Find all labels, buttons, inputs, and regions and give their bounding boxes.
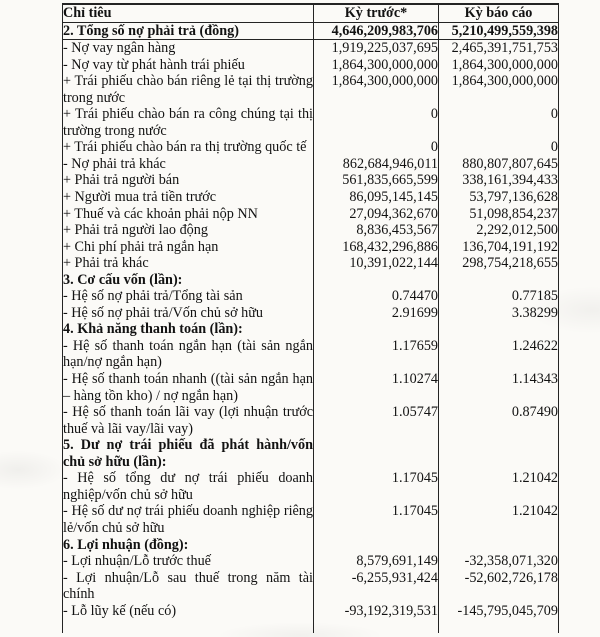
reporting-period-value-cell: 2,465,391,751,753 <box>439 40 559 57</box>
row-label-cell: 5. Dư nợ trái phiếu đã phát hành/vốn chủ sở hữu (lần): <box>63 437 313 470</box>
previous-period-value-cell: 1.10274 <box>314 371 439 404</box>
row-label-cell: 2. Tổng số nợ phải trả (đồng) <box>63 22 314 40</box>
previous-period-value-cell: -6,255,931,424 <box>314 570 439 603</box>
reporting-period-value-cell: 51,098,854,237 <box>439 206 559 223</box>
header-row <box>63 4 559 22</box>
row-label-cell: - Hệ số dư nợ trái phiếu doanh nghiệp riêng lẻ/vốn chủ sở hữu <box>63 503 313 536</box>
previous-period-value-cell: 10,391,022,144 <box>314 255 439 272</box>
reporting-period-value-cell: 338,161,394,433 <box>439 172 559 189</box>
reporting-period-value-cell: 1.21042 <box>439 503 559 536</box>
previous-period-value-cell <box>314 272 439 289</box>
table-row <box>63 40 559 57</box>
table-row <box>63 305 559 322</box>
reporting-period-value-cell: 3.38299 <box>439 305 559 322</box>
table-row <box>63 73 559 106</box>
row-label-cell: + Trái phiếu chào bán riêng lẻ tại thị trường trong nước <box>63 73 313 106</box>
reporting-period-value-cell <box>439 537 559 554</box>
table-row <box>63 255 559 272</box>
previous-period-value-cell <box>314 321 439 338</box>
clipped-curr-cell <box>439 619 559 633</box>
previous-period-value-cell: 0 <box>314 139 439 156</box>
reporting-period-value-cell: 880,807,807,645 <box>439 156 559 173</box>
previous-period-value-cell: 8,579,691,149 <box>314 553 439 570</box>
row-label-cell: - Lỗ lũy kế (nếu có) <box>63 603 314 620</box>
row-label-cell: - Lợi nhuận/Lỗ trước thuế <box>63 553 314 570</box>
reporting-period-value-cell: 2,292,012,500 <box>439 222 559 239</box>
previous-period-value-cell: 561,835,665,599 <box>314 172 439 189</box>
row-label-cell: - Hệ số nợ phải trả/Tổng tài sản <box>63 288 314 305</box>
previous-period-value-cell: 27,094,362,670 <box>314 206 439 223</box>
section-header-row <box>63 437 559 470</box>
previous-period-value-cell: -93,192,319,531 <box>314 603 439 620</box>
reporting-period-value-cell: 53,797,136,628 <box>439 189 559 206</box>
table-row <box>63 371 559 404</box>
financial-ratios-table <box>62 3 559 633</box>
clipped-label-cell <box>63 619 314 633</box>
table-row <box>63 172 559 189</box>
reporting-period-value-cell: 298,754,218,655 <box>439 255 559 272</box>
table-body <box>63 22 559 619</box>
row-label-cell: - Nợ vay từ phát hành trái phiếu <box>63 57 314 74</box>
row-label-cell: - Hệ số nợ phải trả/Vốn chủ sở hữu <box>63 305 314 322</box>
row-label-cell: - Lợi nhuận/Lỗ sau thuế trong năm tài chính <box>63 569 313 603</box>
row-label-cell: + Người mua trả tiền trước <box>63 189 314 206</box>
row-label-cell: - Hệ số thanh toán ngắn hạn (tài sản ngắn hạn/nợ ngắn hạn) <box>63 337 313 371</box>
reporting-period-value-cell: 0.87490 <box>439 404 559 437</box>
section-header-row <box>63 321 559 338</box>
previous-period-value-cell: 0.74470 <box>314 288 439 305</box>
row-label-cell: - Hệ số thanh toán nhanh ((tài sản ngắn hạn – hàng tồn kho) / nợ ngắn hạn) <box>63 371 313 404</box>
previous-period-value-cell: 1.05747 <box>314 404 439 437</box>
row-label-cell: + Phải trả khác <box>63 255 314 272</box>
table-cutoff-spacer <box>63 619 559 633</box>
table-row <box>63 239 559 256</box>
table-row <box>63 139 559 156</box>
previous-period-value-cell: 86,095,145,145 <box>314 189 439 206</box>
clipped-partial-row <box>63 619 559 633</box>
table-row <box>63 570 559 603</box>
previous-period-value-cell: 1,864,300,000,000 <box>314 57 439 74</box>
table-row <box>63 288 559 305</box>
row-label-cell: + Chi phí phải trả ngắn hạn <box>63 239 314 256</box>
previous-period-value-cell: 2.91699 <box>314 305 439 322</box>
previous-period-value-cell: 4,646,209,983,706 <box>314 22 439 40</box>
reporting-period-value-cell: 1,864,300,000,000 <box>439 73 559 106</box>
previous-period-value-cell: 8,836,453,567 <box>314 222 439 239</box>
row-label-cell: - Nợ phải trả khác <box>63 156 314 173</box>
reporting-period-value-cell: 1.14343 <box>439 371 559 404</box>
reporting-period-value-cell: -145,795,045,709 <box>439 603 559 620</box>
table-row <box>63 206 559 223</box>
reporting-period-value-cell: -52,602,726,178 <box>439 570 559 603</box>
previous-period-value-cell: 1.17045 <box>314 470 439 503</box>
row-label-cell: - Hệ số thanh toán lãi vay (lợi nhuận trước thuế và lãi vay/lãi vay) <box>63 404 313 437</box>
row-label-cell: + Phải trả người lao động <box>63 222 314 239</box>
reporting-period-value-cell: 0 <box>439 106 559 139</box>
reporting-period-value-cell: 1.21042 <box>439 470 559 503</box>
row-label-cell: 3. Cơ cấu vốn (lần): <box>63 272 314 289</box>
table-row <box>63 338 559 371</box>
previous-period-value-cell <box>314 537 439 554</box>
row-label-cell: - Nợ vay ngân hàng <box>63 40 314 57</box>
reporting-period-value-cell: 0.77185 <box>439 288 559 305</box>
row-label-cell: 6. Lợi nhuận (đồng): <box>63 537 314 554</box>
table-header <box>63 4 559 22</box>
previous-period-value-cell: 1,919,225,037,695 <box>314 40 439 57</box>
table-row <box>63 470 559 503</box>
row-label-cell: + Thuế và các khoản phải nộp NN <box>63 206 314 223</box>
reporting-period-value-cell: 1,864,300,000,000 <box>439 57 559 74</box>
reporting-period-value-cell <box>439 321 559 338</box>
row-label-cell: 4. Khả năng thanh toán (lần): <box>63 321 314 338</box>
previous-period-value-cell: 168,432,296,886 <box>314 239 439 256</box>
reporting-period-value-cell: 1.24622 <box>439 338 559 371</box>
column-header-previous-period: Kỳ trước* <box>314 4 439 22</box>
row-label-cell: + Trái phiếu chào bán ra công chúng tại thị trường trong nước <box>63 106 313 139</box>
row-label-cell: - Hệ số tổng dư nợ trái phiếu doanh nghiệp/vốn chủ sở hữu <box>63 470 313 503</box>
table-row <box>63 404 559 437</box>
clipped-prev-cell <box>314 619 439 633</box>
table-row <box>63 222 559 239</box>
table-row <box>63 503 559 536</box>
previous-period-value-cell: 862,684,946,011 <box>314 156 439 173</box>
previous-period-value-cell <box>314 437 439 470</box>
document-sheet <box>62 3 559 633</box>
section-header-row <box>63 272 559 289</box>
table-row <box>63 156 559 173</box>
table-row <box>63 189 559 206</box>
previous-period-value-cell: 1.17045 <box>314 503 439 536</box>
reporting-period-value-cell: 136,704,191,192 <box>439 239 559 256</box>
table-row <box>63 22 559 40</box>
table-row <box>63 106 559 139</box>
table-row <box>63 57 559 74</box>
table-row <box>63 603 559 620</box>
previous-period-value-cell: 1.17659 <box>314 338 439 371</box>
column-header-reporting-period: Kỳ báo cáo <box>439 4 559 22</box>
table-row <box>63 553 559 570</box>
reporting-period-value-cell: 0 <box>439 139 559 156</box>
previous-period-value-cell: 1,864,300,000,000 <box>314 73 439 106</box>
row-label-cell: + Phải trả người bán <box>63 172 314 189</box>
column-header-criteria: Chỉ tiêu <box>63 4 314 22</box>
reporting-period-value-cell <box>439 272 559 289</box>
row-label-cell: + Trái phiếu chào bán ra thị trường quốc tế <box>63 139 314 156</box>
reporting-period-value-cell: -32,358,071,320 <box>439 553 559 570</box>
previous-period-value-cell: 0 <box>314 106 439 139</box>
reporting-period-value-cell <box>439 437 559 470</box>
reporting-period-value-cell: 5,210,499,559,398 <box>439 22 559 40</box>
section-header-row <box>63 537 559 554</box>
